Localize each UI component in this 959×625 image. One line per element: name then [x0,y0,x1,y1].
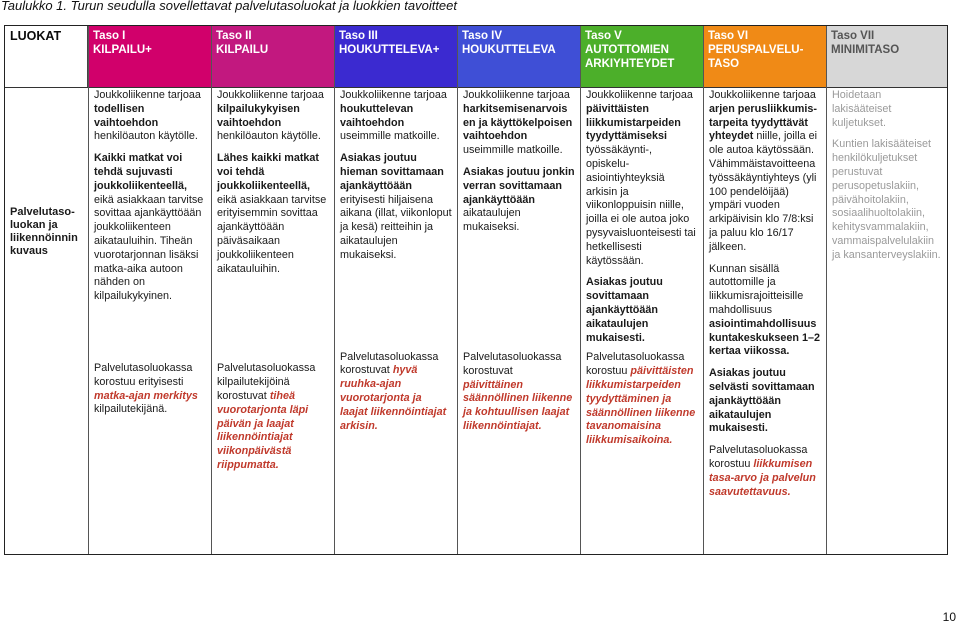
level-5-details: Asiakas joutuu sovittamaan ajankäyttöään aikataulujen mukaisesti. [586,276,663,344]
level-7-title: MINIMITASO [831,44,900,56]
cell-level-4 [458,88,580,554]
level-4-name: Taso IV [462,30,503,42]
level-6-details: Kunnan sisällä autottomille ja liikkumisrajoitteisille mahdollisuus asiointimahdollisuus kuntakeskukseen 1–2 kertaa viikossa. [709,262,821,358]
page-number: 10 [942,610,956,624]
level-7-details: Kuntien lakisääteiset henkilökuljetukset perustuvat perusopetuslakiin, päivähoitolakiin, sosiaalihuoltolakiin, kehitysvammalakiin, vammaispalvelulakiin ja kansanterveyslakiin. [832,138,941,261]
level-1-name: Taso I [93,30,126,42]
header-level-6 [703,26,826,87]
header-level-5 [580,26,703,87]
level-6-name: Taso VI [708,30,749,42]
level-5-emphasis: Palvelutasoluokassa korostuu päivittäisten liikkumistarpeiden tyydyttäminen ja säännöllinen liikenne tavanomaisina liikkumisaikoina. [586,351,696,447]
level-6-intro: Joukkoliikenne tarjoaa arjen perusliikkumis-tarpeita tyydyttävät yhteydet niille, joilla ei ole autoa käytössään. Vähimmäistavoitteena työssäkäyntiyhteys (yli 100 pendelöijää) ympäri vuoden arkipäivisin klo 7/8:ksi ja paluu klo 16/17 jälkeen. [709,89,818,253]
level-5-intro: Joukkoliikenne tarjoaa päivittäisten liikkumistarpeiden tyydyttämiseksi työssäkäynti-, opiskelu-asiointiyhteyksiä arkisin ja viikonloppuisin niille, joilla ei ole autoa joko pysyvaisluonteisesti tai hetkellisesti käytössään. [586,89,696,267]
level-2-details: Lähes kaikki matkat voi tehdä joukkoliikenteellä, eikä asiakkaan tarvitse erityisemmin sovittaa ajankäyttöään päiväsaikaan joukkoliikenteen aikatauluihin. [217,152,327,275]
level-1-emphasis: Palvelutasoluokassa korostuu erityisesti matka-ajan merkitys kilpailutekijänä. [94,361,198,416]
level-5-name: Taso V [585,30,622,42]
header-level-2 [211,26,334,87]
level-6-sovittaminen: Asiakas joutuu selvästi sovittamaan ajankäyttöään aikataulujen mukaisesti. [709,367,815,435]
level-3-intro: Joukkoliikenne tarjoaa houkuttelevan vaihtoehdon useimmille matkoille. [340,89,447,143]
level-5-title: AUTOTTOMIEN ARKIYHTEYDET [585,44,675,70]
header-level-1 [88,26,211,87]
cell-level-7 [827,88,947,554]
header-level-4 [457,26,580,87]
level-3-emphasis: Palvelutasoluokassa korostuvat hyvä ruuhka-ajan vuorotarjonta ja laajat liikennöintiajat arkisin. [340,350,447,432]
level-4-details: Asiakas joutuu jonkin verran sovittamaan ajankäyttöään aikataulujen mukaiseksi. [463,165,575,234]
table-caption: Taulukko 1. Turun seudulla sovellettavat palvelutasoluokat ja luokkien tavoitteet [1,0,458,13]
level-4-title: HOUKUTTELEVA [462,44,556,56]
header-luokat: LUOKAT [5,26,88,87]
cell-level-6 [704,88,826,554]
level-2-name: Taso II [216,30,252,42]
cell-level-5 [581,88,703,554]
cell-level-1 [89,88,211,554]
cell-level-3 [335,88,457,554]
level-7-intro: Hoidetaan lakisääteiset kuljetukset. [832,89,892,129]
level-2-emphasis: Palvelutasoluokassa kilpailutekijöinä korostuvat tiheä vuorotarjonta läpi päivän ja laajat liikennöintiajat viikonpäivästä riippumatta. [217,362,316,471]
level-4-emphasis: Palvelutasoluokassa korostuvat päivittäinen säännöllinen liikenne ja kohtuullisen laajat liikennöintiajat. [463,350,573,432]
level-4-intro: Joukkoliikenne tarjoaa harkitsemisenarvois en ja käyttökelpoisen vaihtoehdon useimmille matkoille. [463,89,573,157]
level-7-name: Taso VII [831,30,875,42]
service-level-table [4,25,948,555]
level-3-name: Taso III [339,30,378,42]
cell-level-2 [212,88,334,554]
level-1-details: Kaikki matkat voi tehdä sujuvasti joukkoliikenteellä, eikä asiakkaan tarvitse sovittaa ajankäyttöään joukkoliikenteen aikatauluihin. Tiheän vuorotarjonnan lisäksi matka-aika autoon nähden on kilpailukykyinen. [94,152,204,303]
header-level-3 [334,26,457,87]
level-2-title: KILPAILU [216,44,269,56]
level-1-title: KILPAILU+ [93,44,152,56]
level-2-intro: Joukkoliikenne tarjoaa kilpailukykyisen vaihtoehdon henkilöauton käytölle. [217,89,324,143]
level-6-title: PERUSPALVELU-TASO [708,44,804,70]
level-1-intro: Joukkoliikenne tarjoaa todellisen vaihtoehdon henkilöauton käytölle. [94,89,201,143]
level-3-title: HOUKUTTELEVA+ [339,44,440,56]
level-6-emphasis: Palvelutasoluokassa korostuu liikkumisen tasa-arvo ja palvelun saavutettavuus. [709,444,816,498]
level-3-details: Asiakas joutuu hieman sovittamaan ajankäyttöään erityisesti hiljaisena aikana (illat, viikonloput ja kesä) reitteihin ja aikataulujen mukaiseksi. [340,152,452,261]
header-level-7 [826,26,947,87]
row-label: Palvelutaso-luokan ja liikennöinnin kuvaus [10,206,78,257]
